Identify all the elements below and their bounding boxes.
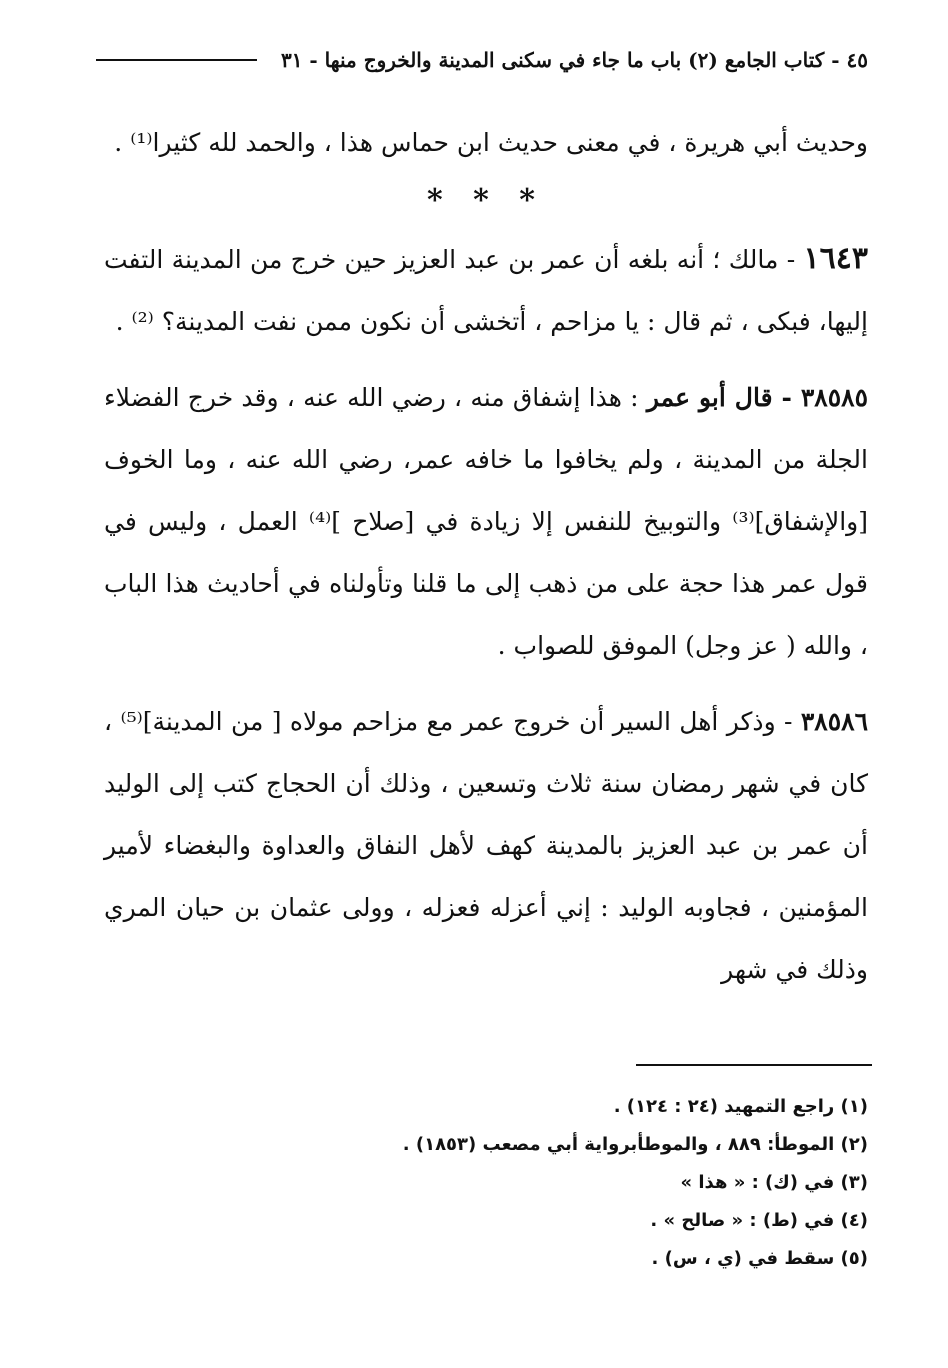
footnote-1: (١) راجع التمهيد (٢٤ : ١٢٤) . bbox=[613, 1096, 868, 1117]
footnote-rule bbox=[636, 1064, 872, 1066]
footnotes bbox=[120, 1088, 868, 1278]
running-header bbox=[96, 40, 868, 80]
paragraph-38585 bbox=[104, 367, 868, 677]
hadith-text: - مالك ؛ أنه بلغه أن عمر بن عبد العزيز حين خرج من المدينة التفت إليها، فبكى ، ثم قال : يا مزاحم ، أتخشى أن نكون ممن نفت المدينة؟ ⁽²⁾ . bbox=[104, 245, 868, 336]
hadith-1643 bbox=[104, 228, 868, 353]
hadith-number: ١٦٤٣ bbox=[803, 241, 868, 276]
footnote-4: (٤) في (ط) : « صالح » . bbox=[650, 1210, 868, 1231]
paragraph-text: : هذا إشفاق منه ، رضي الله عنه ، وقد خرج الفضلاء الجلة من المدينة ، ولم يخافوا ما خافه عمر، رضي الله عنه ، وما الخوف [والإشفاق]⁽³⁾ والتوبيخ للنفس إلا زيادة في [صلاح ]⁽⁴⁾ العمل ، وليس في قول عمر هذا حجة على من ذهب إلى ما قلنا وتأولناه في أحاديث هذا الباب ، والله ( عز وجل) الموفق للصواب . bbox=[104, 383, 868, 660]
paragraph-text: - وذكر أهل السير أن خروج عمر مع مزاحم مولاه [ من المدينة]⁽⁵⁾ ، كان في شهر رمضان سنة ثلاث وتسعين ، وذلك أن الحجاج كتب إلى الوليد أن عمر بن عبد العزيز بالمدينة كهف لأهل النفاق والعداوة والبغضاء لأمير المؤمنين ، فجاوبه الوليد : إني أعزله فعزله ، وولى عثمان بن حيان المري وذلك في شهر bbox=[104, 707, 868, 984]
footnote-2: (٢) الموطأ: ٨٨٩ ، والموطأبرواية أبي مصعب (١٨٥٣) . bbox=[402, 1134, 868, 1155]
opening-line: وحديث أبي هريرة ، في معنى حديث ابن حماس هذا ، والحمد لله كثيرا⁽¹⁾ . bbox=[114, 128, 868, 157]
paragraph-38586 bbox=[104, 691, 868, 1001]
header-rule bbox=[96, 59, 257, 61]
section-separator: * * * bbox=[427, 183, 545, 218]
paragraph-lead: - قال أبو عمر bbox=[646, 383, 801, 412]
footnote-3: (٣) في (ك) : « هذا » bbox=[680, 1172, 868, 1193]
running-title: ٤٥ - كتاب الجامع (٢) باب ما جاء في سكنى المدينة والخروج منها - ٣١ bbox=[280, 48, 868, 72]
paragraph-number: ٣٨٥٨٥ bbox=[800, 383, 869, 412]
main-text bbox=[104, 112, 868, 1001]
paragraph-number: ٣٨٥٨٦ bbox=[800, 707, 868, 736]
footnote-5: (٥) سقط في (ي ، س) . bbox=[651, 1248, 868, 1269]
